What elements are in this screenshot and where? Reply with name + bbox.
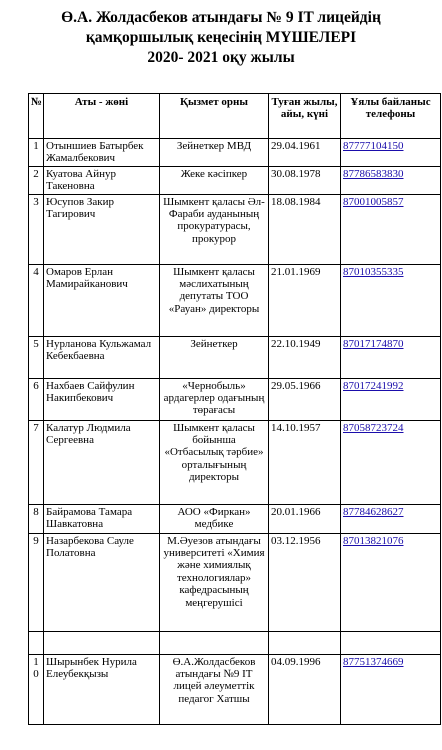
document-title: [0, 8, 442, 68]
member-birth-date: 29.04.1961: [269, 139, 341, 167]
member-position: Зейнеткер: [160, 336, 269, 378]
phone-link[interactable]: 87013821076: [343, 534, 404, 547]
phone-link[interactable]: 87784628627: [343, 505, 404, 518]
title-line-year: 2020- 2021 оқу жылы: [147, 49, 295, 66]
member-name: Калатур Людмила Сергеевна: [44, 420, 160, 504]
phone-link[interactable]: 87001005857: [343, 195, 404, 208]
member-position: Шымкент қаласы мәслихатының депутаты ТОО «Рауан» директоры: [160, 264, 269, 336]
member-position: Шымкент қаласы бойынша «Отбасылық тәрбие» орталығының директоры: [160, 420, 269, 504]
phone-link[interactable]: 87777104150: [343, 140, 404, 152]
member-position: Шымкент қаласы Әл-Фараби ауданының прокуратурасы, прокурор: [160, 194, 269, 264]
member-name: Куатова Айнур Такеновна: [44, 166, 160, 194]
spacer-cell: [44, 631, 160, 654]
row-number: 8: [29, 504, 44, 533]
table-row: [29, 139, 441, 167]
table-row: [29, 533, 441, 631]
title-line-school: Ө.А. Жолдасбеков атындағы № 9 IT лицейдің: [61, 9, 381, 26]
member-name: Омаров Ерлан Мамирайканович: [44, 264, 160, 336]
member-name: Нахбаев Сайфулин Накипбекович: [44, 378, 160, 420]
row-number: 10: [29, 654, 44, 724]
row-number: 3: [29, 194, 44, 264]
phone-link[interactable]: 87010355335: [343, 265, 404, 278]
member-phone: [341, 139, 441, 167]
table-row: [29, 166, 441, 194]
row-number: 7: [29, 420, 44, 504]
member-phone: [341, 194, 441, 264]
row-number: 2: [29, 166, 44, 194]
row-number: 1: [29, 139, 44, 167]
row-number: 5: [29, 336, 44, 378]
member-birth-date: 04.09.1996: [269, 654, 341, 724]
member-birth-date: 03.12.1956: [269, 533, 341, 631]
member-name: Шырынбек Нурила Елеубекқызы: [44, 654, 160, 724]
phone-link[interactable]: 87058723724: [343, 421, 404, 434]
member-birth-date: 14.10.1957: [269, 420, 341, 504]
member-birth-date: 30.08.1978: [269, 166, 341, 194]
header-phone: Ұялы байланыс телефоны: [341, 94, 441, 139]
member-position: АОО «Фиркан» медбике: [160, 504, 269, 533]
member-phone: [341, 504, 441, 533]
table-row: [29, 336, 441, 378]
row-number: 4: [29, 264, 44, 336]
table-header-row: [29, 94, 441, 139]
table-row: [29, 504, 441, 533]
member-birth-date: 22.10.1949: [269, 336, 341, 378]
spacer-cell: [341, 631, 441, 654]
member-position: М.Әуезов атындағы университеті «Химия және химиялық технологиялар» кафедрасының меңгерушісі: [160, 533, 269, 631]
row-number: 6: [29, 378, 44, 420]
table-row-spacer: [29, 631, 441, 654]
member-position: Ө.А.Жолдасбеков атындағы №9 IT лицей әлеуметтік педагог Хатшы: [160, 654, 269, 724]
table-row: [29, 420, 441, 504]
phone-link[interactable]: 87786583830: [343, 167, 404, 180]
member-name: Нурланова Кульжамал Кебекбаевна: [44, 336, 160, 378]
title-line-council: қамқоршылық кеңесінің МҮШЕЛЕРІ: [85, 29, 357, 46]
phone-link[interactable]: 87017174870: [343, 337, 404, 350]
member-phone: [341, 533, 441, 631]
member-phone: [341, 420, 441, 504]
phone-link[interactable]: 87017241992: [343, 379, 404, 392]
phone-link[interactable]: 87751374669: [343, 655, 404, 668]
member-position: Зейнеткер МВД: [160, 139, 269, 167]
table-row: [29, 378, 441, 420]
member-name: Байрамова Тамара Шавкатовна: [44, 504, 160, 533]
header-birth-date: Туған жылы, айы, күні: [269, 94, 341, 139]
member-name: Отыншиев Батырбек Жамалбекович: [44, 139, 160, 167]
member-position: «Чернобыль» ардагерлер одағының төрағасы: [160, 378, 269, 420]
spacer-cell: [269, 631, 341, 654]
member-phone: [341, 654, 441, 724]
member-position: Жеке кәсіпкер: [160, 166, 269, 194]
member-name: Назарбекова Сауле Полатовна: [44, 533, 160, 631]
member-birth-date: 18.08.1984: [269, 194, 341, 264]
table-row: [29, 194, 441, 264]
member-birth-date: 29.05.1966: [269, 378, 341, 420]
spacer-cell: [29, 631, 44, 654]
header-position: Қызмет орны: [160, 94, 269, 139]
header-name: Аты - жөні: [44, 94, 160, 139]
member-phone: [341, 336, 441, 378]
member-phone: [341, 264, 441, 336]
council-members-table: [28, 93, 441, 725]
member-phone: [341, 378, 441, 420]
member-phone: [341, 166, 441, 194]
member-birth-date: 21.01.1969: [269, 264, 341, 336]
member-birth-date: 20.01.1966: [269, 504, 341, 533]
table-row: [29, 264, 441, 336]
table-row: [29, 654, 441, 724]
member-name: Юсупов Закир Тагирович: [44, 194, 160, 264]
spacer-cell: [160, 631, 269, 654]
row-number: 9: [29, 533, 44, 631]
header-number: №: [29, 94, 44, 139]
